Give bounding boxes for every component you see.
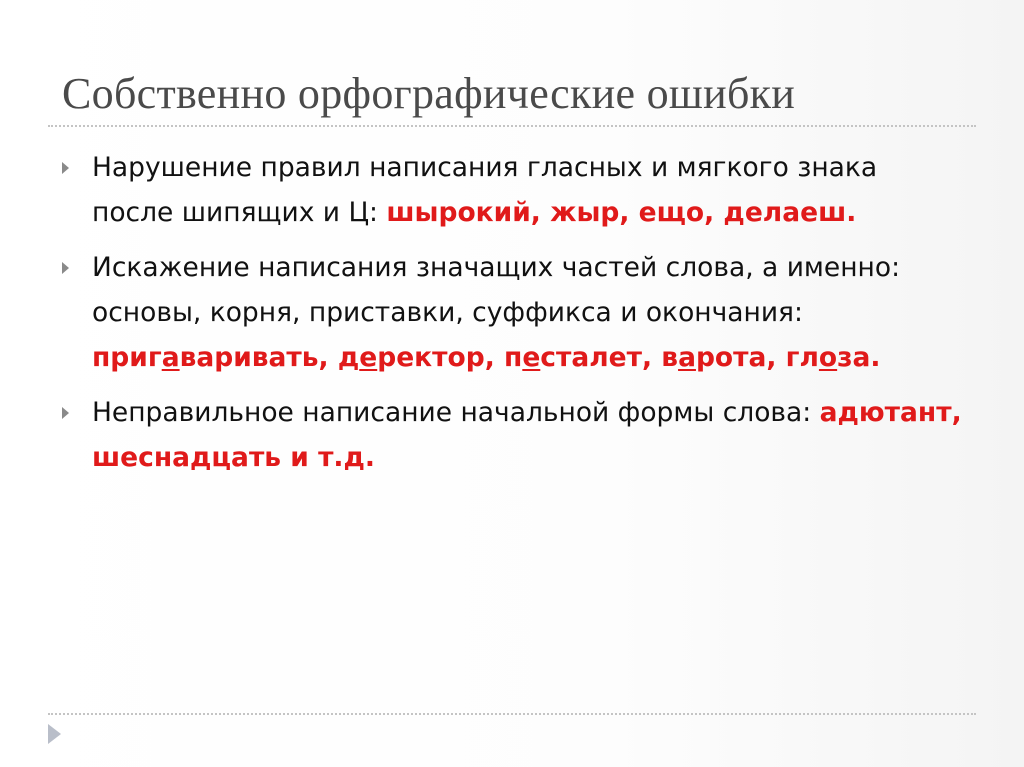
footer-divider (48, 713, 976, 715)
bullet-text: Неправильное написание начальной формы слова: (92, 397, 820, 428)
example-part: приг (92, 342, 162, 373)
triangle-right-icon (62, 262, 69, 274)
bullet-item-3 (62, 390, 962, 480)
example-part: варивать, д (179, 342, 360, 373)
triangle-right-icon (48, 724, 61, 744)
example-underlined-letter: о (818, 342, 838, 373)
title-divider (48, 125, 976, 127)
bullet-text: Нарушение правил написания гласных и мягкого знака после шипящих и Ц: (92, 152, 878, 228)
bullet-list (62, 145, 962, 490)
bullet-item-1 (62, 145, 962, 235)
bullet-item-2 (62, 245, 962, 380)
bullet-examples: шырокий, жыр, ещо, делаеш. (386, 197, 857, 228)
example-underlined-letter: а (161, 342, 180, 373)
example-part: за. (837, 342, 881, 373)
bullet-examples: адютант, шеснадцать и т.д. (92, 397, 962, 473)
example-part: сталет, в (540, 342, 679, 373)
example-underlined-letter: е (522, 342, 541, 373)
example-underlined-letter: а (678, 342, 696, 373)
slide-title: Собственно орфографические ошибки (62, 69, 796, 118)
triangle-right-icon (62, 407, 69, 419)
bullet-text: Искажение написания значащих частей слова, а именно: основы, корня, приставки, суффикса и окончания: (92, 252, 901, 328)
bullet-examples (92, 342, 881, 373)
triangle-right-icon (62, 162, 69, 174)
example-underlined-letter: е (359, 342, 378, 373)
example-part: ректор, п (377, 342, 523, 373)
example-part: рота, гл (695, 342, 819, 373)
